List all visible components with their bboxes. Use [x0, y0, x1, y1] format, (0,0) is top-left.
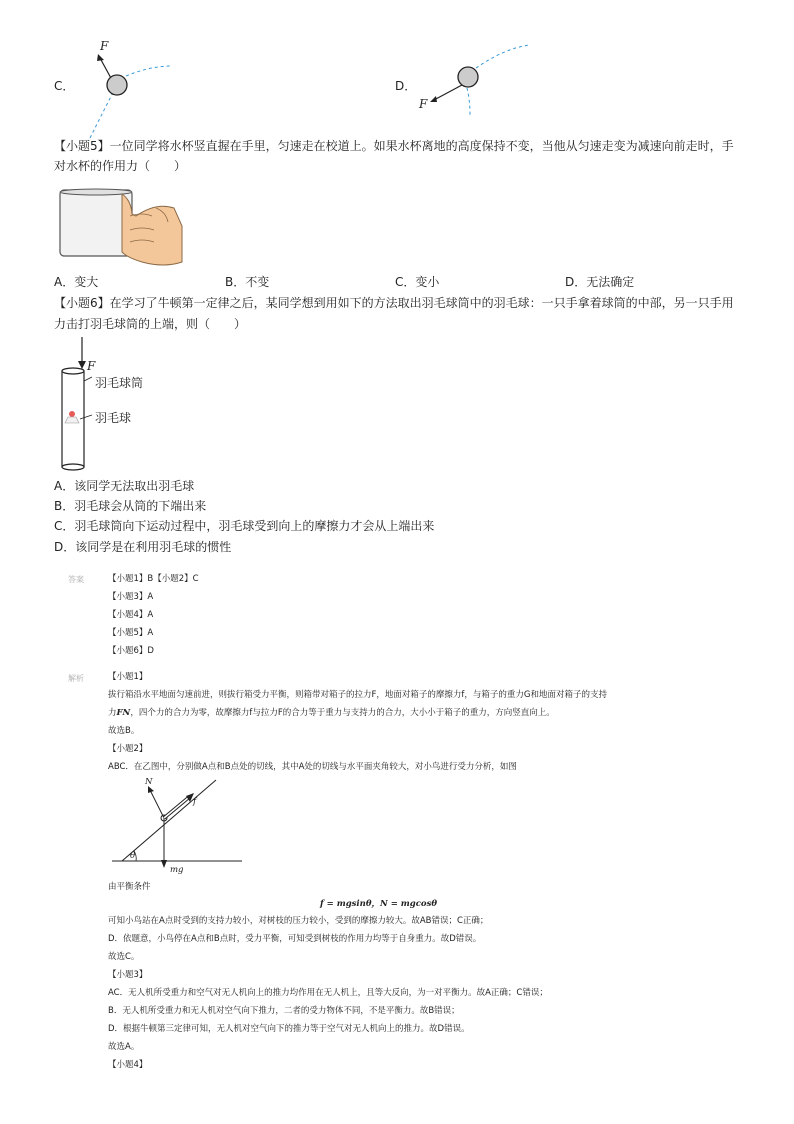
q5-option-b[interactable]: B．不变 — [225, 275, 270, 289]
option-c-force-label: F — [100, 39, 109, 53]
fig-angle-label: θ — [130, 851, 136, 861]
analysis-s2-line2: 可知小鸟站在A点时受到的支持力较小，对树枝的压力较小，受到的摩擦力较大。故AB错误；C正确； — [108, 916, 489, 926]
q5-option-d[interactable]: D．无法确定 — [565, 275, 635, 289]
analysis-s3-line1: AC．无人机所受重力和空气对无人机向上的推力均作用在无人机上，且等大反向，为一对平衡力。故A正确；C错误； — [108, 988, 548, 998]
q6-option-a[interactable]: A．该同学无法取出羽毛球 — [54, 479, 195, 493]
analysis-section-label: 解析 — [68, 674, 84, 683]
answer-line-1: 【小题1】B【小题2】C — [108, 574, 199, 584]
q5-stem-line1: 【小题5】一位同学将水杯竖直握在手里，匀速走在校道上。如果水杯离地的高度保持不变，当他从匀速走变为减速向前走时，手 — [54, 139, 734, 153]
analysis-s2-condition: 由平衡条件 — [108, 882, 151, 892]
fig-friction-label: f — [193, 797, 197, 807]
analysis-s3-head: 【小题3】 — [108, 970, 148, 980]
fig-normal-force-label: N — [145, 777, 153, 787]
q6-stem-line2: 力击打羽毛球筒的上端，则（ ） — [54, 317, 247, 331]
analysis-s1-line3: 故选B。 — [108, 726, 140, 736]
ball-label: 羽毛球 — [95, 411, 132, 425]
q6-option-d[interactable]: D．该同学是在利用羽毛球的惯性 — [54, 540, 232, 554]
analysis-s3-line3: D．根据牛顿第三定律可知，无人机对空气向下的推力等于空气对无人机向上的推力。故D错误。 — [108, 1024, 470, 1034]
analysis-s4-head: 【小题4】 — [108, 1060, 148, 1070]
q6-stem-line1: 【小题6】在学习了牛顿第一定律之后，某同学想到用如下的方法取出羽毛球筒中的羽毛球：一只手拿着球筒的中部，另一只手用 — [54, 296, 734, 310]
cup-in-hand-illustration — [56, 186, 186, 270]
option-c-diagram — [80, 38, 190, 148]
analysis-s2-line1: ABC．在乙图中，分别做A点和B点处的切线，其中A处的切线与水平面夹角较大，对小鸟进行受力分析，如图 — [108, 762, 517, 772]
tube-label: 羽毛球筒 — [95, 376, 144, 390]
answer-line-5: 【小题6】D — [108, 646, 154, 656]
analysis-s1-line2a: 力 — [108, 708, 117, 718]
q6-option-c[interactable]: C．羽毛球筒向下运动过程中，羽毛球受到向上的摩擦力才会从上端出来 — [54, 519, 435, 533]
option-d-force-label: F — [419, 97, 428, 111]
analysis-s3-line2: B．无人机所受重力和无人机对空气向下推力，二者的受力物体不同，不是平衡力。故B错误； — [108, 1006, 460, 1016]
analysis-s3-line4: 故选A。 — [108, 1042, 140, 1052]
normal-force-symbol: FN — [116, 708, 131, 718]
analysis-s1-line2c: ，四个力的合力为零，故摩擦力f与拉力F的合力等于重力与支持力的合力，大小小于箱子的重力，方向竖直向上。 — [130, 708, 555, 718]
option-d-diagram — [410, 40, 540, 120]
option-d-label: D． — [395, 79, 417, 93]
q5-option-c[interactable]: C．变小 — [395, 275, 440, 289]
q6-option-b[interactable]: B．羽毛球会从筒的下端出来 — [54, 499, 207, 513]
badminton-tube-diagram — [56, 335, 146, 475]
analysis-s2-line3: D．依题意，小鸟停在A点和B点时，受力平衡，可知受到树枝的作用力均等于自身重力。故D错误。 — [108, 934, 482, 944]
q5-option-a[interactable]: A．变大 — [54, 275, 99, 289]
analysis-s1-line2 — [108, 707, 555, 719]
answer-section-label: 答案 — [68, 575, 84, 584]
analysis-s2-formula: f = mgsinθ，N = mgcosθ — [320, 899, 438, 909]
analysis-s2-line4: 故选C。 — [108, 952, 140, 962]
bird-force-diagram — [108, 776, 248, 876]
answer-line-2: 【小题3】A — [108, 592, 154, 602]
option-c-label: C． — [54, 79, 75, 93]
q6-force-label: F — [87, 359, 96, 373]
analysis-s2-head: 【小题2】 — [108, 744, 148, 754]
q5-stem-line2: 对水杯的作用力（ ） — [54, 159, 187, 173]
fig-gravity-label: mg — [170, 865, 184, 875]
analysis-s1-line1: 拔行箱沿水平地面匀速前进，则拔行箱受力平衡，则箱带对箱子的拉力F，地面对箱子的摩擦力f，与箱子的重力G和地面对箱子的支持 — [108, 690, 607, 700]
answer-line-4: 【小题5】A — [108, 628, 154, 638]
analysis-s1-head: 【小题1】 — [108, 672, 148, 682]
answer-line-3: 【小题4】A — [108, 610, 154, 620]
